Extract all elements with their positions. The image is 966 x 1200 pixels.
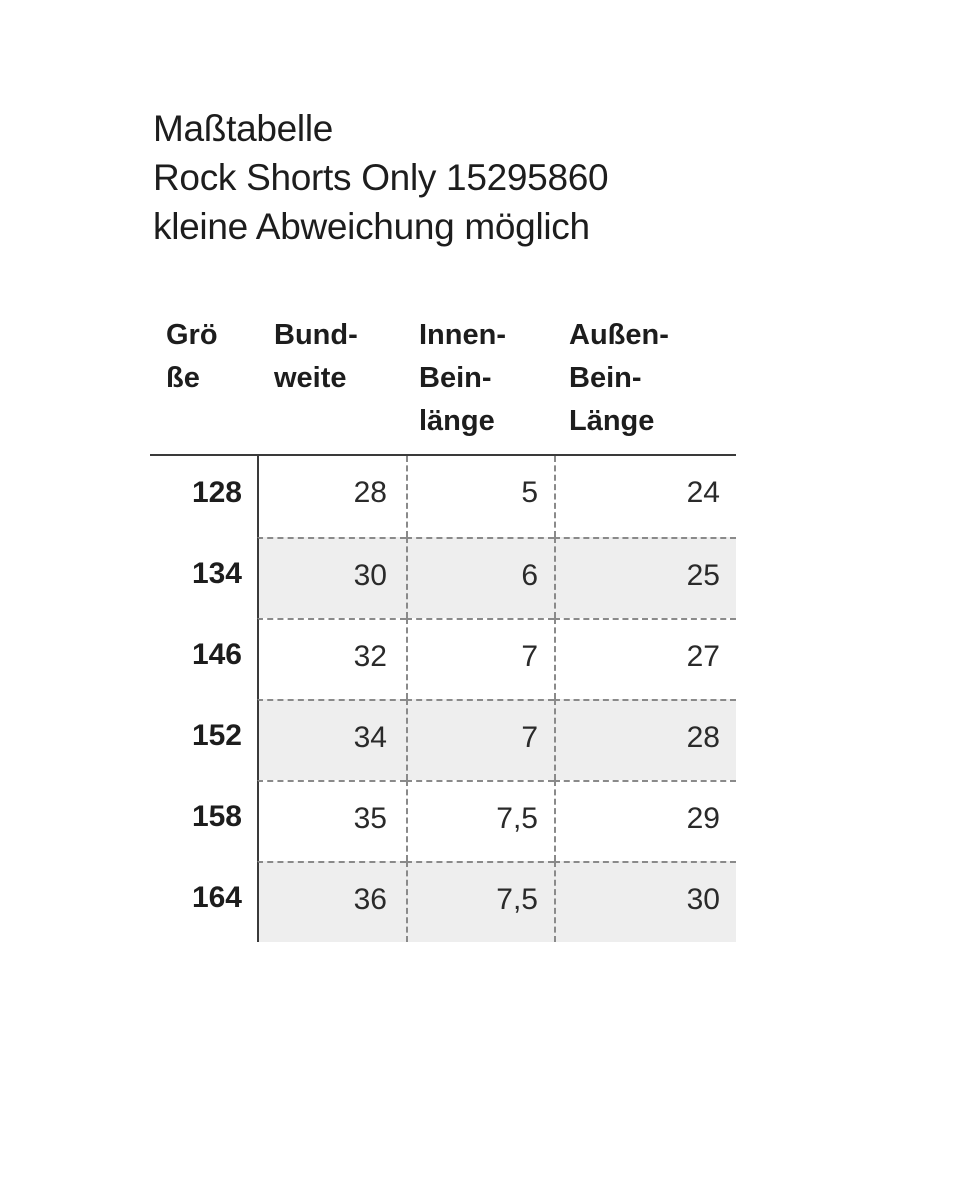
waist-cell: 32 (257, 618, 406, 699)
header-groesse: Grö ße (166, 319, 218, 394)
size-cell: 146 (191, 638, 242, 671)
size-table (150, 310, 736, 942)
header-aussenbeinlaenge: Außen- Bein- Länge (569, 319, 669, 437)
size-cell: 134 (191, 557, 242, 590)
table-row (150, 537, 736, 618)
table-row (150, 699, 736, 780)
waist-cell: 30 (257, 537, 406, 618)
inseam-cell: 7 (406, 699, 554, 780)
table-header-row (150, 310, 736, 456)
outseam-cell: 25 (554, 537, 736, 618)
size-cell: 164 (191, 881, 242, 914)
size-cell: 128 (191, 476, 242, 509)
table-row (150, 861, 736, 942)
table-row (150, 780, 736, 861)
size-cell: 158 (191, 800, 242, 833)
outseam-cell: 28 (554, 699, 736, 780)
title-masstabelle: Maßtabelle (153, 108, 334, 149)
deviation-note: kleine Abweichung möglich (153, 206, 590, 247)
inseam-cell: 7,5 (406, 861, 554, 942)
product-name: Rock Shorts Only 15295860 (153, 157, 609, 198)
table-row (150, 618, 736, 699)
waist-cell: 35 (257, 780, 406, 861)
inseam-cell: 7 (406, 618, 554, 699)
header-innenbeinlaenge: Innen- Bein- länge (419, 319, 506, 437)
inseam-cell: 6 (406, 537, 554, 618)
inseam-cell: 7,5 (406, 780, 554, 861)
table-row (150, 456, 736, 537)
outseam-cell: 24 (554, 456, 736, 537)
header-bundweite: Bund- weite (274, 319, 358, 394)
waist-cell: 36 (257, 861, 406, 942)
outseam-cell: 27 (554, 618, 736, 699)
inseam-cell: 5 (406, 456, 554, 537)
outseam-cell: 29 (554, 780, 736, 861)
waist-cell: 34 (257, 699, 406, 780)
table-body (150, 456, 736, 942)
size-cell: 152 (191, 719, 242, 752)
chart-title-block (153, 104, 608, 251)
outseam-cell: 30 (554, 861, 736, 942)
waist-cell: 28 (257, 456, 406, 537)
